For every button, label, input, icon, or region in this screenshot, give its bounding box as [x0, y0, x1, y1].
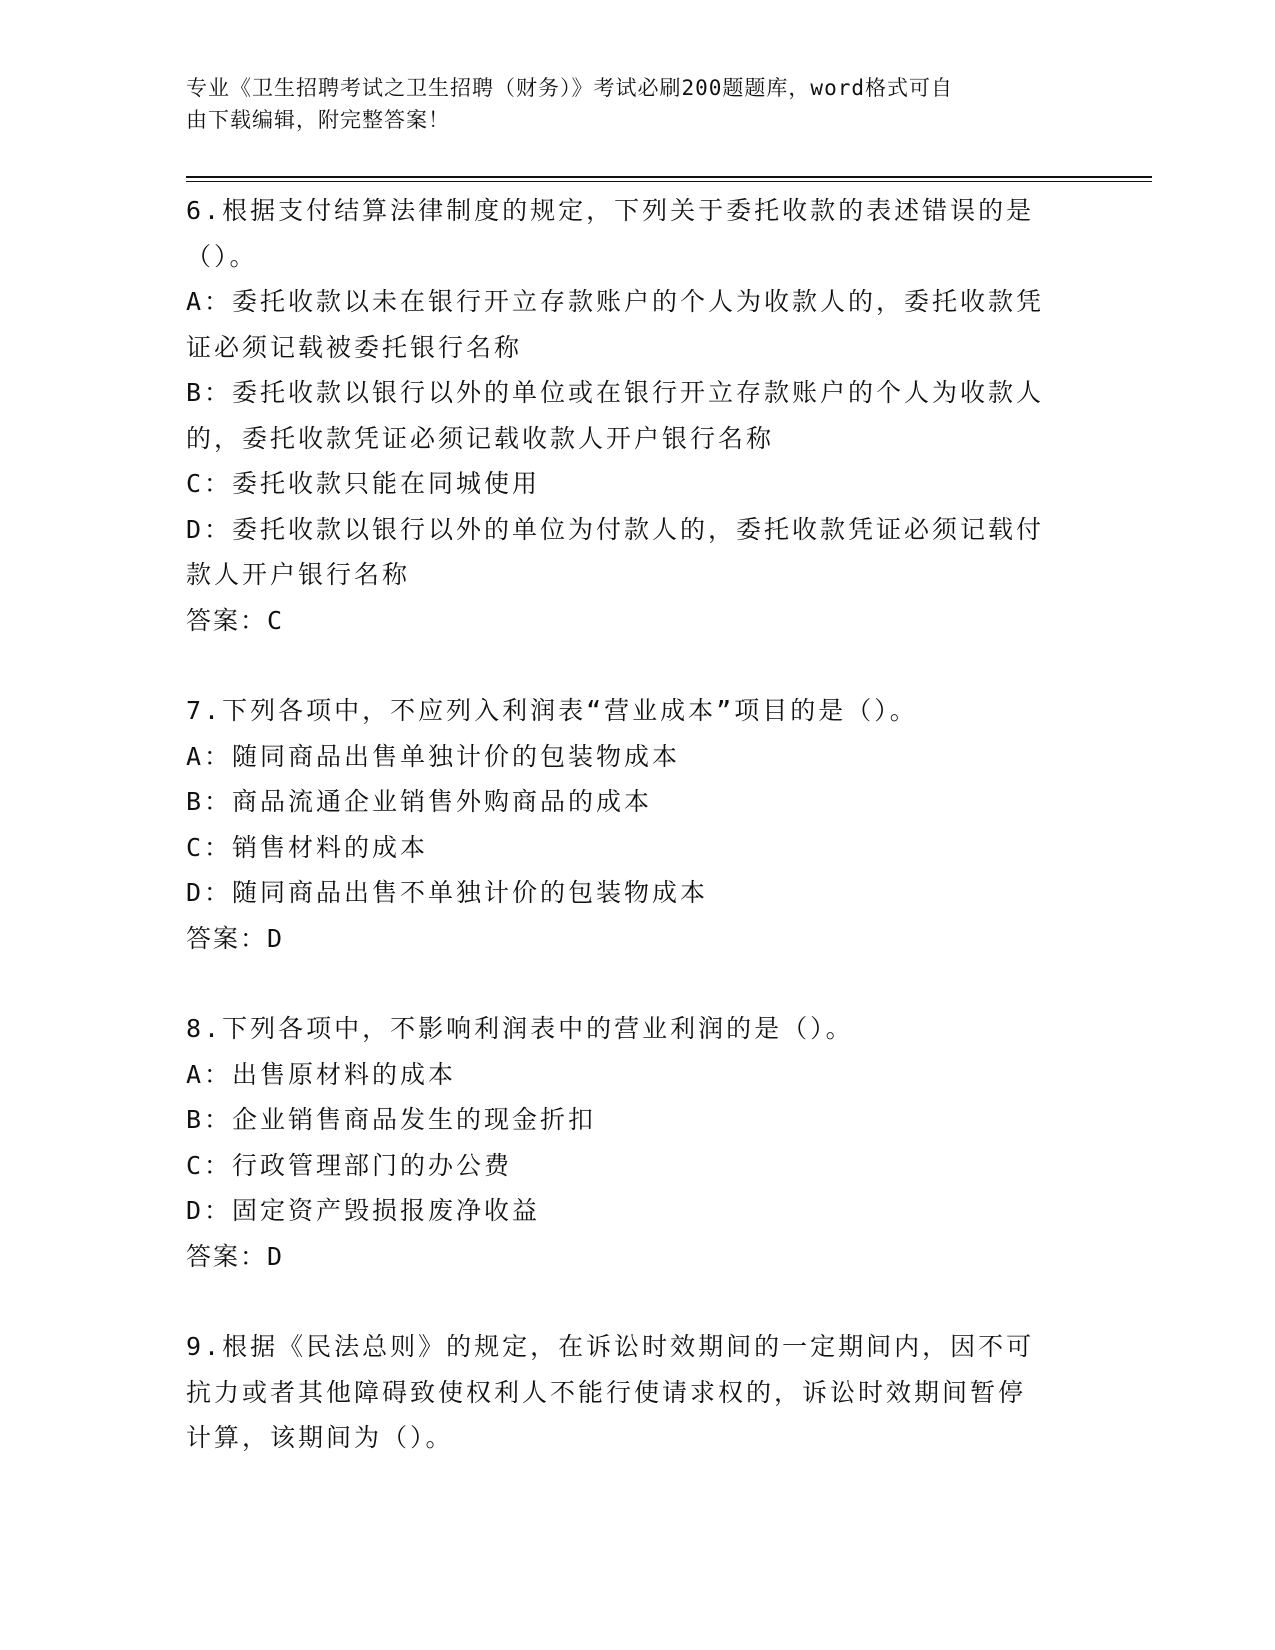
- option-d-line: D：委托收款以银行以外的单位为付款人的，委托收款凭证必须记载付: [186, 514, 1045, 544]
- document-header: [186, 72, 1066, 136]
- option-d-line: D：固定资产毁损报废净收益: [186, 1196, 541, 1225]
- option-a-line: A：委托收款以未在银行开立存款账户的个人为收款人的，委托收款凭: [186, 287, 1045, 316]
- question-stem-line: 抗力或者其他障碍致使权利人不能行使请求权的，诉讼时效期间暂停: [186, 1377, 1027, 1407]
- option-c-line: C：行政管理部门的办公费: [186, 1150, 513, 1180]
- question-6: [186, 188, 1086, 643]
- question-stem-line: 8.下列各项中，不影响利润表中的营业利润的是（）。: [186, 1014, 854, 1043]
- header-divider-thin: [186, 181, 1152, 182]
- option-a-line: 证必须记载被委托银行名称: [186, 332, 523, 362]
- option-d-line: 款人开户银行名称: [186, 560, 411, 589]
- header-line-2: 由下载编辑，附完整答案！: [186, 108, 450, 132]
- question-stem-line: 6.根据支付结算法律制度的规定，下列关于委托收款的表述错误的是: [186, 196, 1035, 225]
- question-stem-line: （）。: [186, 241, 258, 271]
- question-stem-line: 计算，该期间为（）。: [186, 1423, 454, 1452]
- question-stem-line: 9.根据《民法总则》的规定，在诉讼时效期间的一定期间内，因不可: [186, 1332, 1035, 1361]
- header-line-1: 专业《卫生招聘考试之卫生招聘（财务）》考试必刷200题题库，word格式可自: [186, 76, 953, 100]
- answer-label: 答案：C: [186, 605, 285, 635]
- option-b-line: 的，委托收款凭证必须记载收款人开户银行名称: [186, 423, 775, 453]
- option-c-line: C：委托收款只能在同城使用: [186, 469, 541, 498]
- question-9: [186, 1324, 1086, 1461]
- option-b-line: B：委托收款以银行以外的单位或在银行开立存款账户的个人为收款人: [186, 378, 1045, 407]
- option-a-line: A：出售原材料的成本: [186, 1059, 457, 1089]
- header-divider-thick: [186, 176, 1152, 178]
- option-d-line: D：随同商品出售不单独计价的包装物成本: [186, 878, 709, 907]
- answer-label: 答案：D: [186, 923, 285, 953]
- answer-label: 答案：D: [186, 1241, 285, 1271]
- option-b-line: B：商品流通企业销售外购商品的成本: [186, 787, 653, 816]
- question-7: [186, 688, 1086, 961]
- question-stem-line: 7.下列各项中，不应列入利润表“营业成本”项目的是（）。: [186, 696, 918, 725]
- question-8: [186, 1006, 1086, 1279]
- option-b-line: B：企业销售商品发生的现金折扣: [186, 1105, 597, 1134]
- question-list: [186, 188, 1086, 1461]
- option-c-line: C：销售材料的成本: [186, 832, 429, 862]
- option-a-line: A：随同商品出售单独计价的包装物成本: [186, 741, 681, 771]
